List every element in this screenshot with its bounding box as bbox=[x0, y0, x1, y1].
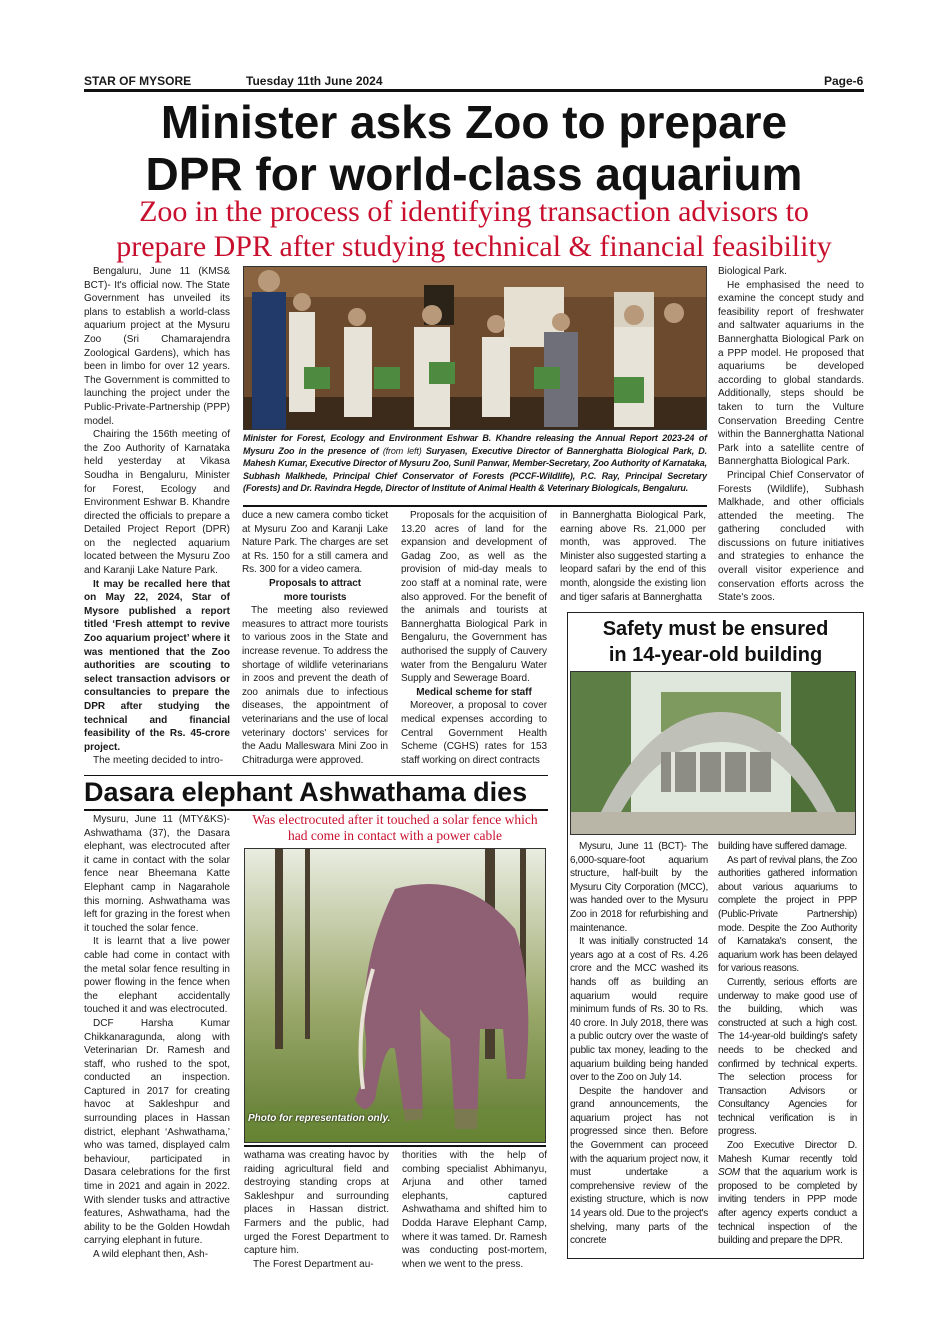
aquarium-building-photo bbox=[570, 671, 856, 835]
main-story-column-5 bbox=[718, 265, 864, 605]
header-rule bbox=[84, 89, 864, 92]
section-subhead bbox=[242, 577, 388, 604]
paragraph: Proposals for the acquisition of 13.20 acres of land for the expansion and development of Gadag Zoo, as well as the provision of mid-day meals to zoo staff at a nominal rate, were also approved. For the benefit of the animals and tourists at Bannerghatta Biological Park in Bengaluru, the Government has authorised the supply of Cauvery water from the Bengaluru Water Supply and Sewerage Board. bbox=[401, 510, 547, 685]
paragraph: Principal Chief Conservator of Forests (Wildlife), Subhash Malkhade, and other officials attended the meeting. The gathering concluded with discussions on future initiatives and strategies to enhance the overall visitor experience and conservation efforts across the State's zoos. bbox=[718, 469, 864, 604]
subheadline-line: prepare DPR after studying technical & financial feasibility bbox=[116, 230, 832, 263]
main-story-column-3 bbox=[401, 509, 547, 767]
paragraph: He emphasised the need to examine the concept study and feasibility report of freshwater and saltwater aquariums in the Bannerghatta Biological Park on a PPP model. He proposed that aquariums be developed according to global standards. Additionally, steps should be taken to turn the Vulture Conservation Breeding Centre within the Bannerghatta National Park into a satellite centre of Bannerghatta Biological Park. bbox=[718, 279, 864, 468]
paragraph: DCF Harsha Kumar Chikkanaragunda, along with Veterinarian Dr. Ramesh and staff, who rushed to the spot, conducted an inspection. Captured in 2017 for creating havoc at Sakleshpur and surrounding places in Hassan district, elephant ‘Ashwathama,’ who was tamed, displayed calm behaviour, participated in Dasara celebrations for the first time in 2021 and again in 2022. With slender tusks and attractive features, Ashwathama, had the ability to be the Golden Howdah carrying elephant in future. bbox=[84, 1017, 230, 1247]
main-subheadline bbox=[84, 194, 864, 264]
safety-headline bbox=[569, 616, 862, 668]
masthead-page-number: Page-6 bbox=[824, 74, 864, 88]
masthead-date: Tuesday 11th June 2024 bbox=[246, 74, 383, 88]
paragraph: Mysuru, June 11 (BCT)- The 6,000-square-foot aquarium structure, half-built by the Mysuru City Corporation (MCC), was handed over to the Mysuru Zoo in 2018 for refurbishing and maintenance. bbox=[570, 841, 708, 934]
paragraph: Currently, serious efforts are underway to make good use of the building, which was constructed at such a high cost. The 14-year-old building's safety needs to be checked and confirmed by technical experts. The selection process for Transaction Advisors or Consultancy Agencies for technical verification is in progress. bbox=[718, 976, 857, 1138]
paragraph: Mysuru, June 11 (MTY&KS)- Ashwathama (37), the Dasara elephant, was electrocuted after it came in contact with the solar fence near Bheemana Katte Elephant camp in Nagarahole this morning. Ashwathama was left for grazing in the forest when it touched the solar fence. bbox=[84, 814, 230, 934]
main-story-column-1 bbox=[84, 265, 230, 768]
paragraph: It may be recalled here that on May 22, 2024, Star of Mysore published a report titled ‘Fresh attempt to revive Zoo aquarium project’ where it was mentioned that the Zoo authorities are scouting to select transaction advisors or consultancies to prepare the DPR after studying the technical and financial feasibility of the Rs. 45-crore project. bbox=[84, 578, 230, 753]
caption-text: Suryasen, Executive Director of Bannerghatta Biological Park, D. Mahesh Kumar, Executive Director of Mysuru Zoo, Sunil Panwar, Member-Secretary, Zoo Authority of Karnataka, Subhash Malkhede, Principal Chief Conservator of Forests (PCCF-Wildlife), P.C. Ray, Principal Secretary (Forests) and Dr. Ravindra Hegde, Director of Institute of Animal Health & Veterinary Biologicals, Bengaluru. bbox=[243, 445, 707, 494]
paragraph: Bengaluru, June 11 (KMS& BCT)- It's official now. The State Government has unveiled its plans to establish a world-class aquarium project at the Mysuru Zoo (Sri Chamarajendra Zoological Gardens), which has been in limbo for over 12 years. The Government is committed to launching the project under the Public-Private-Partnership (PPP) model. bbox=[84, 266, 230, 427]
main-story-column-4 bbox=[560, 509, 706, 604]
masthead-paper-name: STAR OF MYSORE bbox=[84, 74, 192, 88]
elephant-subheadline bbox=[244, 812, 546, 844]
paragraph: It is learnt that a live power cable had come in contact with the metal solar fence resulting in power flowing in the fence when the elephant accidentally touched it and was electrocuted. bbox=[84, 936, 230, 1016]
paragraph: duce a new camera combo ticket at Mysuru Zoo and Karanji Lake Nature Park. The charges are set at Rs. 150 for a still camera and Rs. 300 for a video camera. bbox=[242, 510, 388, 576]
safety-column-2 bbox=[718, 840, 857, 1248]
paragraph: wathama was creating havoc by raiding agricultural field and destroying standing crops at Sakleshpur and surrounding places in Hassan district. Farmers and the public, had urged the Forest Department to capture him. bbox=[244, 1150, 389, 1257]
paragraph: Chairing the 156th meeting of the Zoo Authority of Karnataka held yesterday at Vikasa Soudha in Bengaluru, Minister for Forest, Ecology and Environment Eshwar B. Khandre directed the officials to prepare a Detailed Project Report (DPR) on the neglected aquarium located between the Mysuru Zoo and Karanji Lake Nature Park. bbox=[84, 429, 230, 577]
subheadline-line: Was electrocuted after it touched a solar fence which bbox=[252, 812, 538, 827]
paragraph-text: that the aquarium work is proposed to be completed by inviting tenders in PPP mode after agency experts conduct a technical inspection of the building and prepare the DPR. bbox=[718, 1167, 857, 1247]
paragraph: Moreover, a proposal to cover medical expenses according to Central Government Health Scheme (CGHS) rates for 153 staff working on direct contracts bbox=[401, 700, 547, 766]
elephant-story-column-2 bbox=[244, 1149, 389, 1271]
elephant-photo bbox=[244, 848, 546, 1143]
paragraph bbox=[718, 1139, 857, 1248]
photo-rule bbox=[244, 1145, 546, 1147]
paragraph: thorities with the help of combing specialist Abhimanyu, Arjuna and other tamed elephants, captured Ashwathama and shifted him to Dodda Harave Elephant Camp, where it was tamed. Dr. Ramesh was conducting post-mortem, when we went to the press. bbox=[402, 1150, 547, 1270]
paragraph: building have suffered damage. bbox=[718, 841, 847, 852]
safety-column-1 bbox=[570, 840, 708, 1248]
caption-rule bbox=[243, 505, 707, 507]
elephant-story-column-3 bbox=[402, 1149, 547, 1271]
paragraph: Biological Park. bbox=[718, 266, 787, 277]
section-subhead: Medical scheme for staff bbox=[416, 686, 532, 698]
headline-line: DPR for world-class aquarium bbox=[145, 148, 803, 200]
caption-text: (from left) bbox=[382, 445, 422, 456]
paragraph: It was initially constructed 14 years ago at a cost of Rs. 4.26 crore and the MCC washed its hands off as building an aquarium would require minimum funds of Rs. 30 to Rs. 40 crore. In July 2018, there was a public outcry over the waste of public tax money, leading to the aquarium building being handed over to the Zoo on July 14. bbox=[570, 936, 708, 1084]
paragraph: Despite the handover and grand announcements, the aquarium project has not progressed since then. Before the Government can proceed with the aquarium project now, it must undertake a comprehensive review of the existing structure, which is now 14 years old. Due to the project's shelving, many parts of the concrete bbox=[570, 1085, 708, 1247]
safety-headline-line: in 14-year-old building bbox=[608, 644, 823, 666]
elephant-headline-text: Dasara elephant Ashwathama dies bbox=[84, 777, 528, 807]
headline-rule bbox=[84, 809, 548, 811]
main-headline bbox=[84, 96, 864, 200]
paragraph: The meeting decided to intro- bbox=[93, 755, 224, 767]
headline-line: Minister asks Zoo to prepare bbox=[160, 96, 788, 148]
elephant-photo-credit: Photo for representation only. bbox=[248, 1113, 391, 1124]
paragraph: The Forest Department au- bbox=[253, 1258, 374, 1270]
subheadline-line: Zoo in the process of identifying transaction advisors to bbox=[139, 195, 809, 228]
elephant-headline bbox=[84, 777, 548, 808]
paragraph: in Bannerghatta Biological Park, earning above Rs. 21,000 per month, was approved. The Minister also suggested starting a leopard safari by the end of this month, alongside the existing lion and tiger safaris at Bannerghatta bbox=[560, 510, 706, 603]
story-divider bbox=[84, 775, 548, 776]
elephant-photo-image bbox=[245, 849, 546, 1143]
aquarium-building-image bbox=[571, 672, 856, 835]
subheadline-line: had come in contact with a power cable bbox=[287, 828, 503, 843]
paragraph-text-italic: SOM bbox=[718, 1167, 740, 1179]
caption-text: Minister for Forest, Ecology and Environment Eshwar B. Khandre releasing the Annual Report 2023-24 of Mysuru Zoo in the presence of bbox=[243, 433, 707, 456]
elephant-story-column-1 bbox=[84, 813, 230, 1262]
paragraph: As part of revival plans, the Zoo authorities gathered information about various aquariums to complete the project in PPP (Public-Private Partnership) mode. Despite the Zoo Authority of Karnataka's consent, the aquarium work has been delayed for various reasons. bbox=[718, 854, 857, 975]
main-story-column-2 bbox=[242, 509, 388, 767]
main-photo-caption bbox=[243, 432, 707, 495]
paragraph-text: Zoo Executive Director D. Mahesh Kumar recently told bbox=[718, 1140, 857, 1165]
minister-group-photo bbox=[243, 266, 707, 430]
subhead-line: Proposals to attract bbox=[269, 577, 361, 589]
safety-headline-line: Safety must be ensured bbox=[602, 618, 829, 640]
subhead-line: more tourists bbox=[283, 591, 347, 603]
paragraph: A wild elephant then, Ash- bbox=[93, 1249, 209, 1260]
paragraph: The meeting also reviewed measures to attract more tourists to various zoos in the State and increase revenue. To address the shortage of wildlife veterinarians in zoos and prevent the death of zoo animals due to infectious diseases, the appointment of veterinarians and the use of local veterinary doctors' services for the Aadu Malleswara Mini Zoo in Chitradurga were approved. bbox=[242, 605, 388, 766]
group-photo-image bbox=[244, 267, 707, 430]
